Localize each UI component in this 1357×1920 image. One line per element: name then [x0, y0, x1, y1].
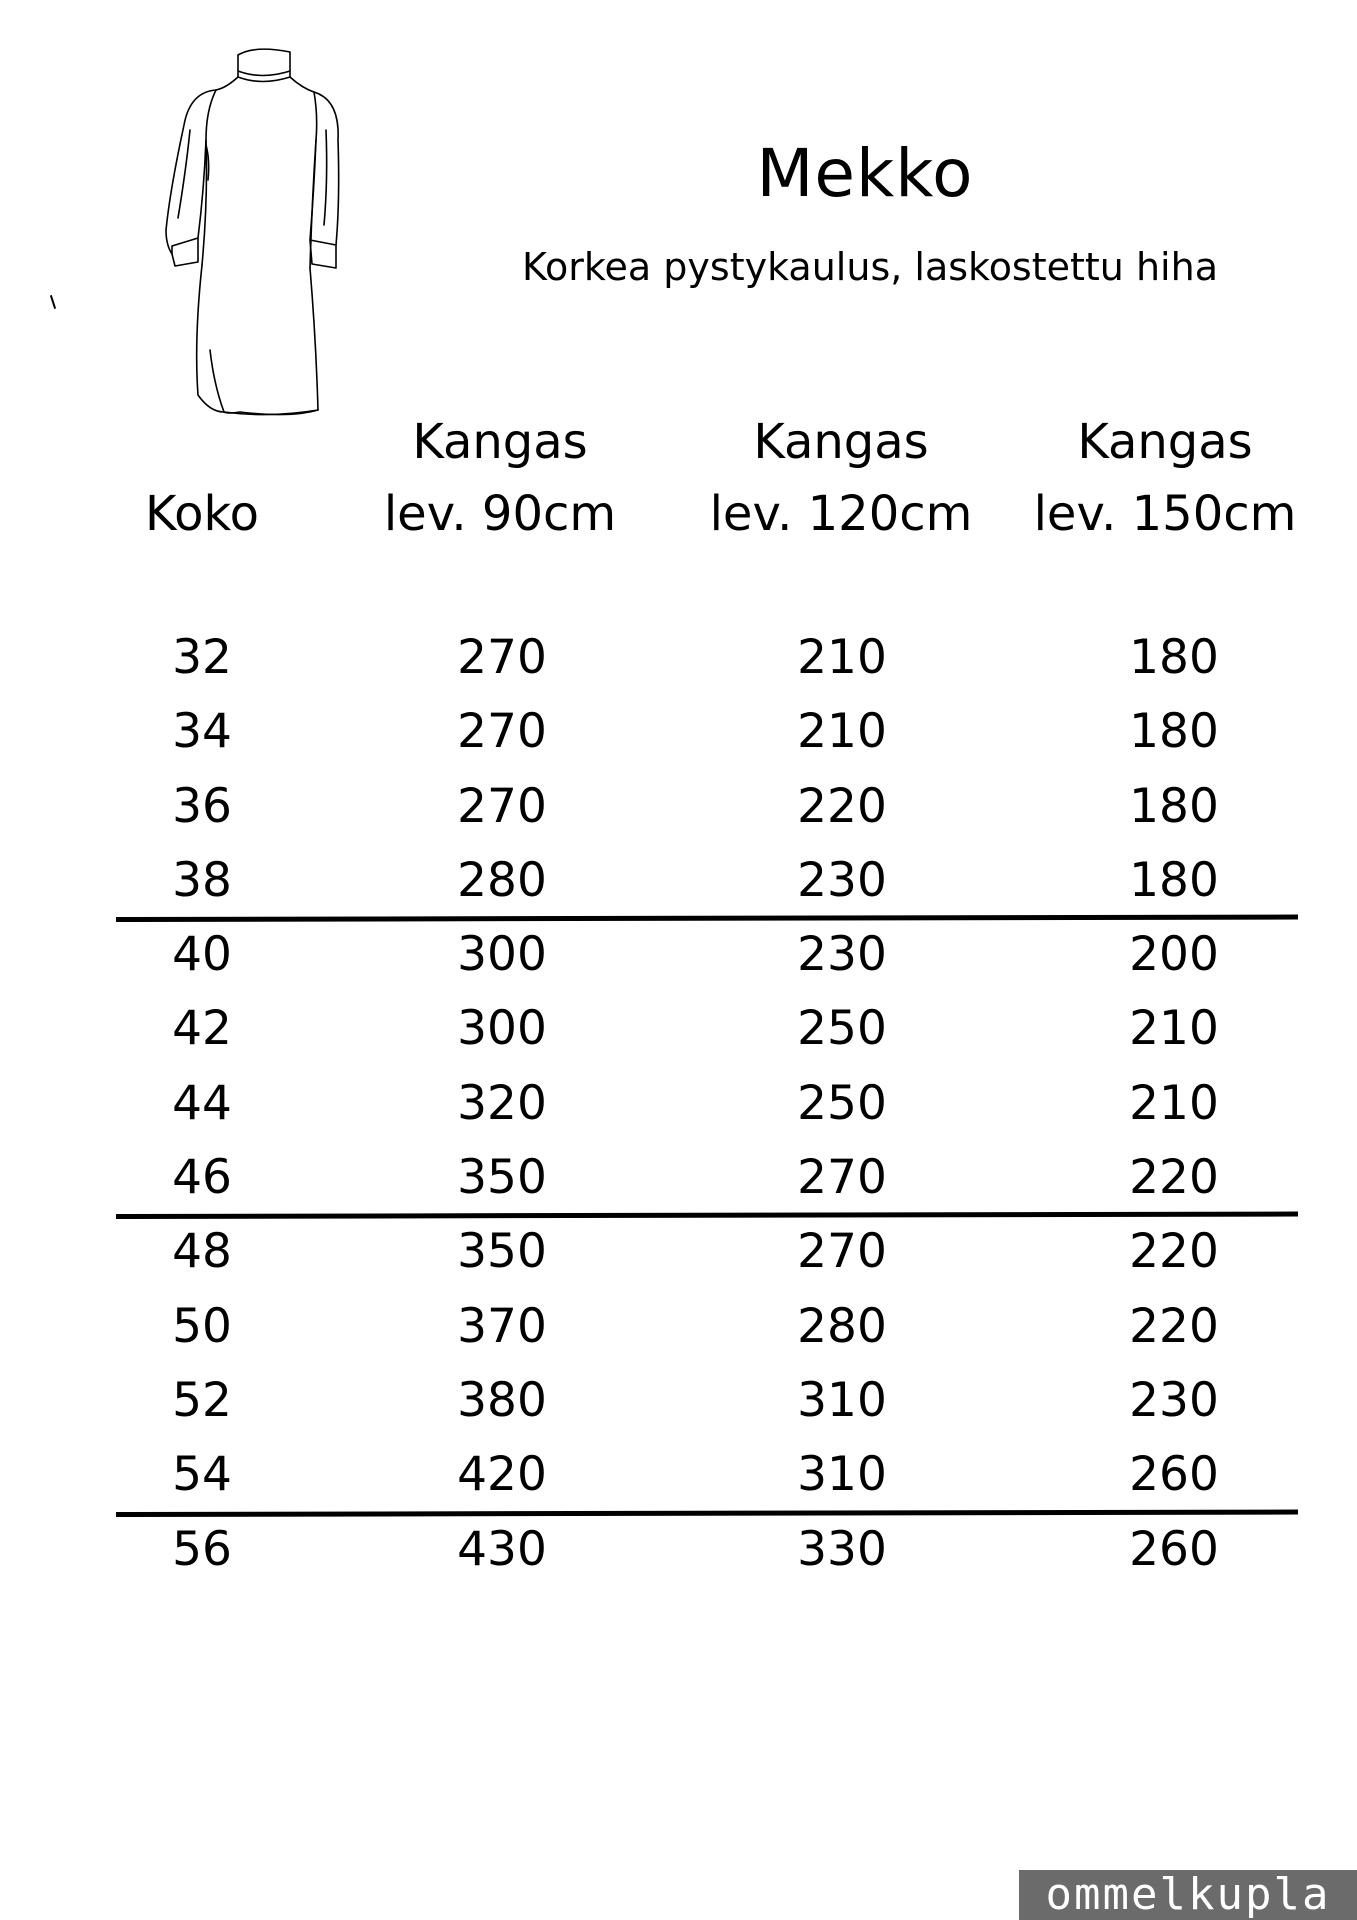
header-width-120: [686, 406, 996, 550]
table-row: [0, 918, 1357, 992]
table-row: [0, 1364, 1357, 1438]
width-150-cell: 220: [1129, 1150, 1219, 1206]
header-150-line2: lev. 150cm: [1033, 486, 1297, 542]
table-row: [0, 1215, 1357, 1289]
width-120-cell: 210: [797, 630, 887, 685]
width-120-cell: 310: [797, 1372, 887, 1428]
header-size-label: Koko: [145, 486, 259, 542]
width-150-cell: 210: [1129, 1075, 1219, 1131]
width-90-cell: 280: [457, 852, 547, 908]
page-title: Mekko: [756, 135, 974, 212]
width-120-cell: 220: [797, 778, 887, 834]
table-row: [0, 1290, 1357, 1364]
width-120-cell: 230: [797, 852, 887, 908]
width-150-cell: 180: [1129, 630, 1219, 685]
header-width-90: [345, 406, 655, 550]
size-cell: 48: [172, 1224, 232, 1280]
size-cell: 52: [172, 1372, 232, 1428]
size-cell: 34: [172, 704, 232, 760]
width-120-cell: 330: [797, 1521, 887, 1577]
width-90-cell: 320: [457, 1075, 547, 1131]
width-90-cell: 300: [457, 927, 547, 983]
width-150-cell: 180: [1129, 778, 1219, 834]
width-120-cell: 250: [797, 1001, 887, 1057]
width-120-cell: 230: [797, 927, 887, 983]
width-120-cell: 270: [797, 1150, 887, 1206]
size-cell: 42: [172, 1001, 232, 1057]
width-90-cell: 350: [457, 1150, 547, 1206]
table-row: [0, 992, 1357, 1066]
width-120-cell: 250: [797, 1075, 887, 1131]
size-cell: 46: [172, 1150, 232, 1206]
width-120-cell: 310: [797, 1447, 887, 1503]
width-90-cell: 270: [457, 630, 547, 685]
dress-sketch-icon: [150, 40, 340, 435]
header-width-150: [1010, 406, 1320, 550]
header-150-line1: Kangas: [1077, 414, 1253, 470]
page-subtitle: Korkea pystykaulus, laskostettu hiha: [522, 245, 1218, 289]
width-150-cell: 260: [1129, 1447, 1219, 1503]
table-row: [0, 621, 1357, 695]
size-cell: 56: [172, 1521, 232, 1577]
header-size: [62, 478, 342, 550]
width-90-cell: 420: [457, 1447, 547, 1503]
width-90-cell: 350: [457, 1224, 547, 1280]
table-row: [0, 695, 1357, 769]
table-row: [0, 844, 1357, 918]
width-120-cell: 270: [797, 1224, 887, 1280]
width-90-cell: 370: [457, 1298, 547, 1354]
fabric-requirement-table: [0, 621, 1357, 1587]
width-90-cell: 300: [457, 1001, 547, 1057]
header-120-line2: lev. 120cm: [709, 486, 973, 542]
width-150-cell: 180: [1129, 704, 1219, 760]
width-90-cell: 270: [457, 778, 547, 834]
width-120-cell: 210: [797, 704, 887, 760]
width-150-cell: 210: [1129, 1001, 1219, 1057]
width-150-cell: 260: [1129, 1521, 1219, 1577]
size-cell: 40: [172, 927, 232, 983]
table-row: [0, 1438, 1357, 1512]
brand-watermark: ommelkupla: [1019, 1870, 1357, 1920]
table-row: [0, 770, 1357, 844]
size-cell: 38: [172, 852, 232, 908]
width-150-cell: 220: [1129, 1298, 1219, 1354]
width-150-cell: 220: [1129, 1224, 1219, 1280]
stray-mark: [50, 295, 56, 309]
width-90-cell: 430: [457, 1521, 547, 1577]
header-90-line2: lev. 90cm: [383, 486, 617, 542]
width-150-cell: 180: [1129, 852, 1219, 908]
size-cell: 36: [172, 778, 232, 834]
header-90-line1: Kangas: [412, 414, 588, 470]
width-150-cell: 200: [1129, 927, 1219, 983]
width-120-cell: 280: [797, 1298, 887, 1354]
width-150-cell: 230: [1129, 1372, 1219, 1428]
size-cell: 54: [172, 1447, 232, 1503]
table-row: [0, 1067, 1357, 1141]
size-cell: 32: [172, 630, 232, 685]
header-120-line1: Kangas: [753, 414, 929, 470]
size-cell: 50: [172, 1298, 232, 1354]
table-row: [0, 1513, 1357, 1587]
table-row: [0, 1141, 1357, 1215]
width-90-cell: 380: [457, 1372, 547, 1428]
size-cell: 44: [172, 1075, 232, 1131]
width-90-cell: 270: [457, 704, 547, 760]
